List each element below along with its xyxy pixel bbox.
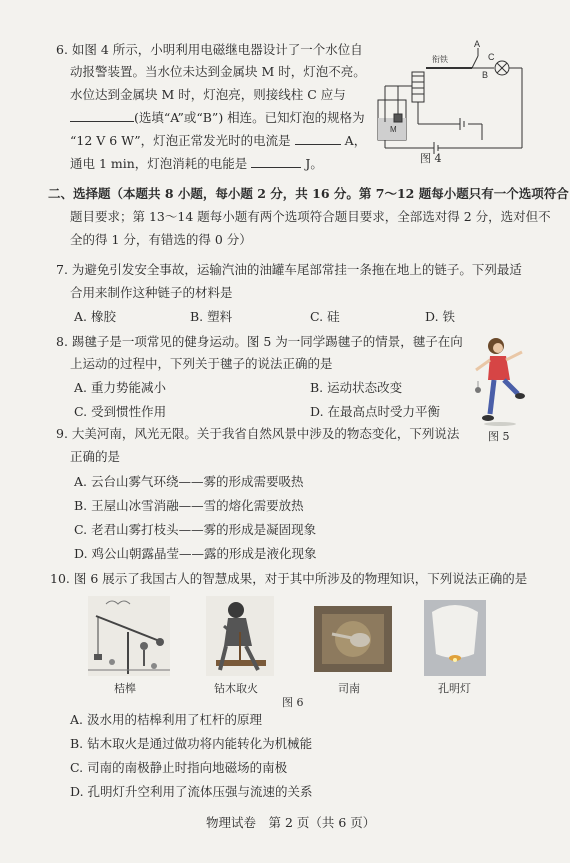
answer-blank[interactable] <box>70 111 134 122</box>
q9-line2: 正确的是 <box>70 449 121 464</box>
drill-wood-fire-illustration <box>206 596 274 676</box>
label-m: M <box>390 125 397 134</box>
section2-line1: 二、选择题（本题共 8 小题，每小题 2 分，共 16 分。第 7～12 题每小题只有一个选项符合 <box>48 186 569 201</box>
q7-line1: 7. 为避免引发安全事故，运输汽油的油罐车尾部常挂一条拖在地上的链子。下列最适 <box>56 262 522 277</box>
figure-4-caption: 图 4 <box>420 152 442 165</box>
label-a: A <box>474 39 481 49</box>
q6-line2: 动报警装置。当水位未达到金属块 M 时，灯泡不亮。 <box>70 64 366 79</box>
figure-5-kick <box>466 328 536 428</box>
girl-kicking-shuttlecock-illustration <box>466 328 536 428</box>
south-pointing-spoon-illustration <box>314 606 392 672</box>
figure-6-jiegao <box>88 596 170 676</box>
answer-blank[interactable] <box>251 157 301 168</box>
fig6-caption-kongmingdeng: 孔明灯 <box>438 682 471 695</box>
q8-option-d[interactable]: D. 在最高点时受力平衡 <box>310 404 441 419</box>
q10-option-a[interactable]: A. 汲水用的桔槔利用了杠杆的原理 <box>70 712 262 727</box>
q10-option-c[interactable]: C. 司南的南极静止时指向地磁场的南极 <box>70 760 288 775</box>
q7-option-d[interactable]: D. 铁 <box>425 309 456 324</box>
q10-line1: 10. 图 6 展示了我国古人的智慧成果，对于其中所涉及的物理知识，下列说法正确的是 <box>50 571 528 586</box>
label-b: B <box>482 70 489 80</box>
circuit-diagram <box>372 38 530 160</box>
q10-option-b[interactable]: B. 钻木取火是通过做功将内能转化为机械能 <box>70 736 313 751</box>
fig6-caption-jiegao: 桔槔 <box>114 682 136 695</box>
label-armature: 衔铁 <box>432 55 448 64</box>
q8-option-c[interactable]: C. 受到惯性作用 <box>74 404 167 419</box>
q8-option-b[interactable]: B. 运动状态改变 <box>310 380 403 395</box>
q9-line1: 9. 大美河南，风光无限。关于我省自然风景中涉及的物态变化，下列说法 <box>56 426 460 441</box>
q7-option-a[interactable]: A. 橡胶 <box>74 309 116 324</box>
figure-6-caption: 图 6 <box>282 696 304 709</box>
fig6-caption-zuanmu: 钻木取火 <box>214 682 258 695</box>
q6-line5: “12 V 6 W”，灯泡正常发光时的电流是 A， <box>70 133 367 148</box>
q8-line1: 8. 踢毽子是一项常见的健身运动。图 5 为一同学踢毽子的情景，毽子在向 <box>56 334 463 349</box>
q9-option-d[interactable]: D. 鸡公山朝露晶莹——露的形成是液化现象 <box>74 546 317 561</box>
q9-option-b[interactable]: B. 王屋山冰雪消融——雪的熔化需要放热 <box>74 498 304 513</box>
q7-option-b[interactable]: B. 塑料 <box>190 309 233 324</box>
q9-option-a[interactable]: A. 云台山雾气环绕——雾的形成需要吸热 <box>74 474 304 489</box>
q8-line2: 上运动的过程中，下列关于毽子的说法正确的是 <box>70 356 333 371</box>
section2-line2: 题目要求；第 13～14 题每小题有两个选项符合题目要求，全部选对得 2 分，选对但不 <box>70 209 551 224</box>
fig6-caption-sinan: 司南 <box>338 682 360 695</box>
figure-6-zuanmu <box>206 596 274 676</box>
figure-4-circuit <box>372 38 530 160</box>
q6-line6: 通电 1 min，灯泡消耗的电能是 J。 <box>70 156 323 171</box>
figure-6-sinan <box>314 606 392 672</box>
q7-option-c[interactable]: C. 硅 <box>310 309 340 324</box>
sky-lantern-illustration <box>424 600 486 676</box>
figure-6-kongmingdeng <box>424 600 486 676</box>
q7-line2: 合用来制作这种链子的材料是 <box>70 285 233 300</box>
label-c: C <box>488 52 495 62</box>
q6-line3: 水位达到金属块 M 时，灯泡亮，则接线柱 C 应与 <box>70 87 346 102</box>
q6-line1: 6. 如图 4 所示，小明利用电磁继电器设计了一个水位自 <box>56 42 363 57</box>
answer-blank[interactable] <box>295 134 341 145</box>
q6-line4: (选填“A”或“B”) 相连。已知灯泡的规格为 <box>70 110 365 126</box>
q8-option-a[interactable]: A. 重力势能减小 <box>74 380 166 395</box>
q9-option-c[interactable]: C. 老君山雾打枝头——雾的形成是凝固现象 <box>74 522 317 537</box>
page-footer: 物理试卷 第 2 页（共 6 页） <box>206 815 376 830</box>
well-sweep-illustration <box>88 596 170 676</box>
q10-option-d[interactable]: D. 孔明灯升空利用了流体压强与流速的关系 <box>70 784 313 799</box>
figure-5-caption: 图 5 <box>488 430 510 443</box>
section2-line3: 全的得 1 分，有错选的得 0 分） <box>70 232 252 247</box>
